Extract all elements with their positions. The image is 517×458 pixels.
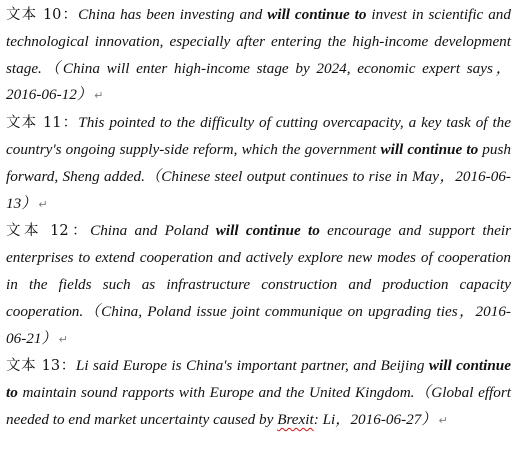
highlighted-phrase: will continue to (267, 6, 367, 23)
text-label: 文本 12： (6, 223, 91, 240)
highlighted-phrase: will continue to (6, 357, 511, 402)
sentence-tail: : Li，2016-06-27） (313, 410, 437, 428)
paragraph-mark-icon: ↵ (58, 332, 68, 346)
sentence-after: invest in scientific and technological innovation, especially after entering the high-income development stage.（China will enter high-income stage by 2024, economic expert says，2016-06-12） (6, 6, 511, 104)
sentence-after: push forward, Sheng added.（Chinese steel output continues to rise in May，2016-06-13） (6, 140, 511, 212)
highlighted-phrase: will continue to (215, 222, 320, 240)
sentence-after: encourage and support their enterprises to extend cooperation and actively explore new modes of cooperation in the fields such as infrastructure construction and production capacity cooperation.（China, Poland issue joint communique on upgrading ties，2016-06-21） (6, 222, 512, 347)
text-label: 文本 10： (6, 7, 79, 23)
document-body (6, 2, 511, 435)
text-label: 文本 13： (6, 358, 76, 375)
paragraph-mark-icon: ↵ (38, 197, 48, 211)
paragraph-mark-icon: ↵ (438, 413, 448, 427)
paragraph-text-13 (6, 353, 511, 434)
sentence-before: China has been investing and (78, 6, 268, 23)
paragraph-text-12 (6, 218, 511, 353)
text-label: 文本 11： (6, 115, 79, 132)
paragraph-text-10 (6, 2, 511, 110)
sentence-after: maintain sound rapports with Europe and the United Kingdom.（Global effort needed to end market uncertainty caused by (6, 384, 511, 428)
sentence-before: Li said Europe is China's important partner, and Beijing (75, 357, 429, 375)
highlighted-phrase: will continue to (380, 140, 479, 158)
paragraph-text-11 (6, 110, 511, 218)
sentence-before: This pointed to the difficulty of cutting overcapacity, a key task of the country's ongoing supply-side reform, which the government (6, 114, 512, 158)
sentence-before: China and Poland (90, 222, 216, 240)
paragraph-mark-icon: ↵ (94, 89, 104, 103)
spellcheck-flagged-word[interactable]: Brexit (277, 410, 314, 428)
